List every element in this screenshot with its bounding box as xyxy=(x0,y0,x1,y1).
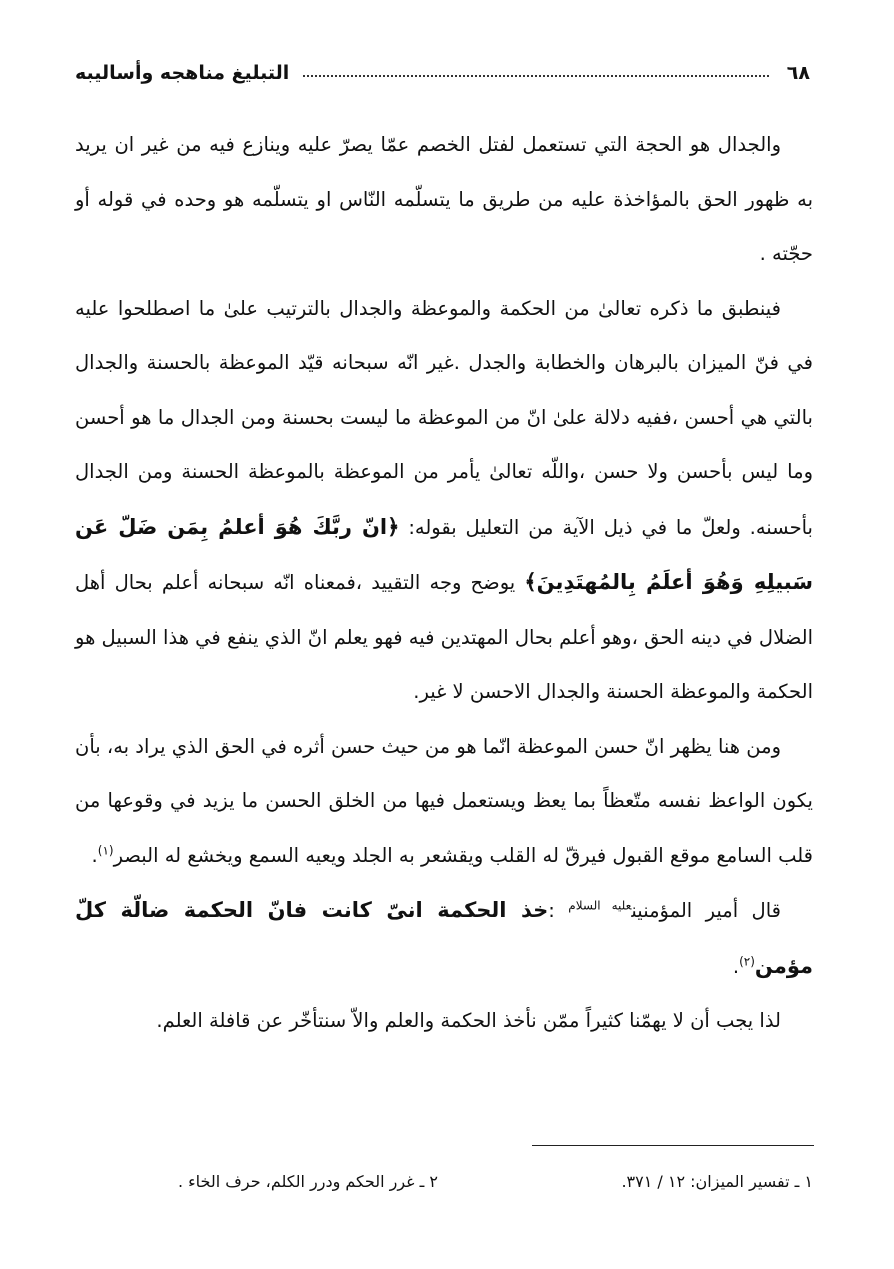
page-number: ٦٨ xyxy=(786,62,810,84)
page-header xyxy=(75,52,810,84)
footnote-1: ١ ـ تفسير الميزان: ١٢ / ٣٧١. xyxy=(621,1172,813,1191)
footnotes xyxy=(75,1172,813,1191)
footnote-2: ٢ ـ غرر الحكم ودرر الكلم، حرف الخاء . xyxy=(177,1172,438,1191)
hadith-quote: خذ الحكمة انىّ كانت فانّ الحكمة ضالّة كلّ مؤمن xyxy=(75,898,813,978)
running-title: التبليغ مناهجه وأساليبه xyxy=(75,62,290,84)
quran-verse: ﴿انّ ربَّكَ هُوَ أعلمُ بِمَن ضَلّ عَن سَبيلِهِ وَهُوَ أعلَمُ بِالمُهتَدِينَ﴾ xyxy=(75,514,813,594)
honorific-symbol: عليه السلام xyxy=(568,898,632,913)
paragraph-3 xyxy=(75,720,813,884)
paragraph-4-text-b: : xyxy=(548,899,569,922)
paragraph-4-end: . xyxy=(732,954,740,978)
paragraph-4 xyxy=(75,883,813,994)
paragraph-4-text-a: قال أمير المؤمنين xyxy=(631,899,781,922)
paragraph-3-text: ومن هنا يظهر انّ حسن الموعظة انّما هو من حيث حسن أثره في الحق الذي يراد به، بأن يكون الواعظ نفسه متّعظاً بما يعظ ويستعمل فيها من الخلق الحسن ما يزيد في وقوعها من قلب السامع موقع القبول فيرقّ له القلب ويقشعر به الجلد ويعيه السمع ويخشع له البصر xyxy=(75,734,813,867)
footnote-divider xyxy=(532,1145,814,1146)
footnote-ref-1[interactable]: (١) xyxy=(97,843,114,857)
paragraph-5 xyxy=(75,994,813,1049)
paragraph-2 xyxy=(75,282,813,720)
paragraph-2-text-a: فينطبق ما ذكره تعالىٰ من الحكمة والموعظة والجدال بالترتيب علىٰ ما اصطلحوا عليه في فنّ الميزان بالبرهان والخطابة والجدل .غير انّه سبحانه قيّد الموعظة بالحسنة والجدال بالتي هي أحسن ،ففيه دلالة علىٰ انّ من الموعظة ما ليست بحسنة ومن الجدال ما هو أحسن وما ليس بأحسن ولا حسن ،واللّه تعالىٰ يأمر من الموعظة بالموعظة الحسنة ومن الجدال بأحسنه. ولعلّ ما في ذيل الآية من التعليل بقوله: xyxy=(75,296,813,539)
paragraph-1-text: والجدال هو الحجة التي تستعمل لفتل الخصم عمّا يصرّ عليه وينازع فيه من غير ان يريد به ظهور الحق بالمؤاخذة عليه من طريق ما يتسلّمه النّاس او يتسلّمه هو وحده في قوله أو حجّته . xyxy=(75,133,813,265)
paragraph-2-text-b: يوضح وجه التقييد ،فمعناه انّه سبحانه أعلم بحال أهل الضلال في دينه الحق ،وهو أعلم بحال المهتدين فيه فهو يعلم انّ الذي ينفع في هذا السبيل هو الحكمة والموعظة الحسنة والجدال الاحسن لا غير. xyxy=(75,571,813,703)
main-text xyxy=(75,118,813,1049)
paragraph-1 xyxy=(75,118,813,282)
header-dotted-leader xyxy=(303,74,769,77)
paragraph-3-end: . xyxy=(91,843,98,867)
footnote-ref-2[interactable]: (٢) xyxy=(739,954,755,968)
paragraph-5-text: لذا يجب أن لا يهمّنا كثيراً ممّن نأخذ الحكمة والعلم والاّ سنتأخّر عن قافلة العلم. xyxy=(156,1009,781,1032)
